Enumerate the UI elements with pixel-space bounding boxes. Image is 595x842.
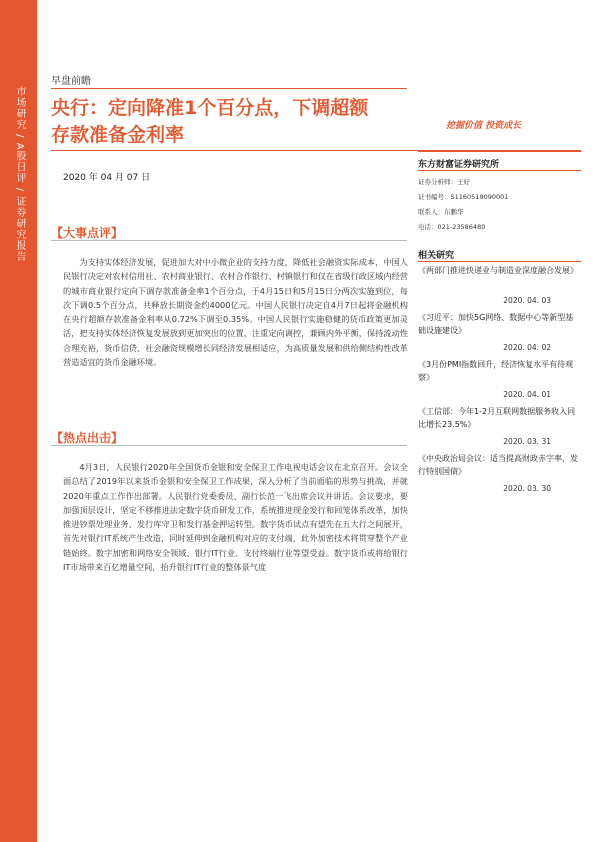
firm-name: 东方财富证券研究所 — [418, 160, 500, 170]
report-date: 2020 年 04 月 07 日 — [63, 173, 151, 183]
analyst-name: 证券分析师：王好 — [418, 178, 470, 186]
divider — [418, 150, 581, 152]
divider — [418, 261, 581, 262]
paragraph-hotspot: 4月3日，人民银行2020年全国货币金银和安全保卫工作电视电话会议在北京召开。会议全面总结了2019年以来货币金银和安全保卫工作成果，深入分析了当前面临的形势与挑战，并就2020年重点工作作出部署。人民银行党委委员、副行长范一飞出席会议并讲话。会议要求，要加强顶层设计，坚定不移推进法定数字货币研发工作，系统推进现金发行和回笼体系改革，加快推进钞票处理业务、发行库守卫和发行基金押运转型。数字货币试点有望先在五大行之间展开，首先对银行IT系统产生改造，同时延伸到金融机构对应的支付端，此外加密技术将贯穿整个产业链始终。数字加密和网络安全领域、银行IT行业、支付终端行业等望受益。数字货币或将给银行IT市场带来百亿增量空间，抬升银行IT行业的整体景气度 — [63, 462, 408, 573]
related-date: 2020. 03. 31 — [503, 437, 551, 446]
related-link[interactable]: 《两部门推进快递业与制造业深度融合发展》 — [418, 266, 578, 275]
contact-phone: 电话：021-23586480 — [418, 223, 486, 231]
related-title: 相关研究 — [418, 251, 455, 261]
sidebar-band — [0, 0, 37, 842]
analyst-cert: 证书编号：S1160519090001 — [418, 193, 509, 201]
sidebar-label: 市场研究 / A股日评 / 证券研究报告 — [14, 86, 25, 263]
section-title-hotspot: 【热点出击】 — [51, 431, 124, 445]
related-link[interactable]: 《3月份PMI指数回升，经济恢复水平有待观察》 — [418, 360, 574, 382]
related-link[interactable]: 《习近平：加快5G网络、数据中心等新型基础设施建设》 — [418, 313, 574, 335]
related-date: 2020. 03. 30 — [503, 484, 551, 493]
divider — [418, 170, 581, 171]
divider — [51, 445, 407, 446]
divider — [51, 88, 407, 89]
related-link[interactable]: 《中央政治局会议：适当提高财政赤字率，发行特别国债》 — [418, 454, 578, 476]
related-date: 2020. 04. 02 — [503, 343, 551, 352]
page-title — [51, 95, 411, 149]
slogan: 挖掘价值 投资成长 — [446, 121, 522, 131]
section-tag: 早盘前瞻 — [51, 76, 91, 87]
title-line-1: 央行：定向降准1个百分点，下调超额 — [51, 97, 369, 119]
contact-name: 联系人：东鹏华 — [418, 208, 464, 216]
paragraph-events: 为支持实体经济发展，促进加大对中小微企业的支持力度，降低社会融资实际成本，中国人民银行决定对农村信用社、农村商业银行、农村合作银行、村镇银行和仅在省级行政区域内经营的城市商业银行定向下调存款准备金率1个百分点，于4月15日和5月15日分两次实施到位，每次下调0.5个百分点，共释放长期资金约4000亿元。中国人民银行决定自4月7日起将金融机构在央行超额存款准备金利率从0.72%下调至0.35%。中国人民银行实施稳健的货币政策更加灵活，把支持实体经济恢复发展放到更加突出的位置，注重定向调控，兼顾内外平衡，保持流动性合理充裕，货币信贷、社会融资规模增长同经济发展相适应，为高质量发展和供给侧结构性改革营造适宜的货币金融环境。 — [63, 257, 408, 368]
section-title-events: 【大事点评】 — [51, 226, 124, 240]
related-link[interactable]: 《工信部：今年1-2月互联网数据服务收入同比增长23.5%》 — [418, 407, 576, 429]
related-date: 2020. 04. 03 — [503, 296, 551, 305]
divider — [51, 240, 407, 241]
title-line-2: 存款准备金利率 — [51, 124, 185, 146]
related-date: 2020. 04. 01 — [503, 390, 551, 399]
